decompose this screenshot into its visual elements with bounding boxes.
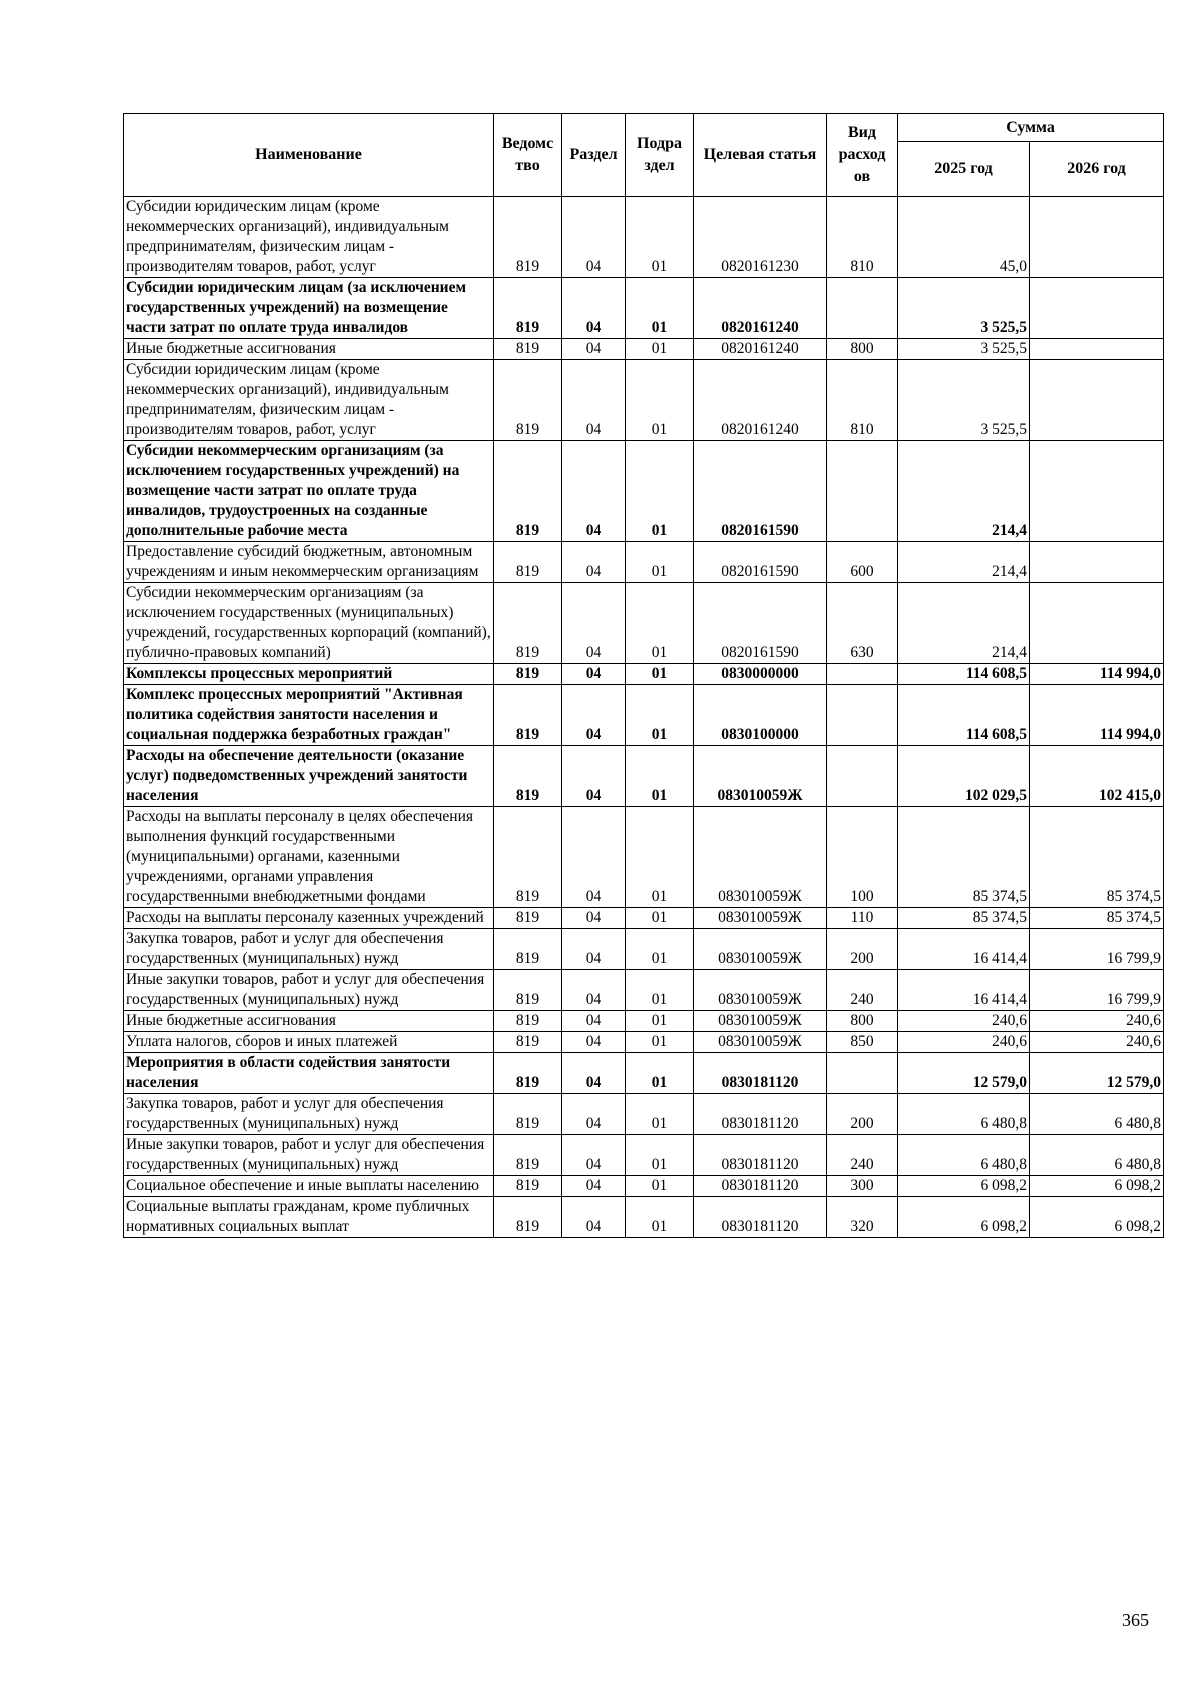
table-row <box>124 1032 1164 1053</box>
cell-name: Комплексы процессных мероприятий <box>124 664 494 685</box>
cell-name: Закупка товаров, работ и услуг для обеспечения государственных (муниципальных) нужд <box>124 929 494 970</box>
cell-razdel: 04 <box>562 664 626 685</box>
cell-sum-2025: 240,6 <box>898 1032 1030 1053</box>
cell-name: Иные бюджетные ассигнования <box>124 1011 494 1032</box>
cell-podrazdel: 01 <box>626 339 694 360</box>
cell-razdel: 04 <box>562 1135 626 1176</box>
cell-vid-raskhodov: 200 <box>827 929 898 970</box>
cell-sum-2026 <box>1030 278 1164 339</box>
cell-tselevaya-statya: 0820161590 <box>694 441 827 542</box>
cell-vid-raskhodov: 240 <box>827 1135 898 1176</box>
cell-vedomstvo: 819 <box>494 970 562 1011</box>
table-row <box>124 339 1164 360</box>
cell-razdel: 04 <box>562 1032 626 1053</box>
cell-sum-2026: 114 994,0 <box>1030 685 1164 746</box>
cell-vedomstvo: 819 <box>494 929 562 970</box>
header-tselevaya-statya: Целевая статья <box>694 114 827 197</box>
cell-tselevaya-statya: 0820161240 <box>694 339 827 360</box>
cell-name: Расходы на выплаты персоналу в целях обеспечения выполнения функций государственными (муниципальными) органами, казенными учреждениями, органами управления государственными внебюджетными фондами <box>124 807 494 908</box>
table-row <box>124 542 1164 583</box>
cell-podrazdel: 01 <box>626 1176 694 1197</box>
cell-podrazdel: 01 <box>626 1094 694 1135</box>
cell-tselevaya-statya: 083010059Ж <box>694 908 827 929</box>
cell-podrazdel: 01 <box>626 685 694 746</box>
table-body <box>124 197 1164 1238</box>
cell-vid-raskhodov <box>827 441 898 542</box>
cell-vid-raskhodov: 810 <box>827 197 898 278</box>
cell-tselevaya-statya: 0830000000 <box>694 664 827 685</box>
cell-podrazdel: 01 <box>626 746 694 807</box>
cell-razdel: 04 <box>562 339 626 360</box>
cell-sum-2026 <box>1030 583 1164 664</box>
cell-name: Расходы на обеспечение деятельности (оказание услуг) подведомственных учреждений занятости населения <box>124 746 494 807</box>
cell-vedomstvo: 819 <box>494 278 562 339</box>
table-row <box>124 441 1164 542</box>
cell-name: Субсидии юридическим лицам (кроме некоммерческих организаций), индивидуальным предпринимателям, физическим лицам - производителям товаров, работ, услуг <box>124 197 494 278</box>
cell-razdel: 04 <box>562 908 626 929</box>
table-row <box>124 929 1164 970</box>
cell-vedomstvo: 819 <box>494 1094 562 1135</box>
cell-podrazdel: 01 <box>626 970 694 1011</box>
cell-sum-2026: 102 415,0 <box>1030 746 1164 807</box>
cell-razdel: 04 <box>562 970 626 1011</box>
cell-tselevaya-statya: 083010059Ж <box>694 1032 827 1053</box>
cell-name: Расходы на выплаты персоналу казенных учреждений <box>124 908 494 929</box>
table-row <box>124 1053 1164 1094</box>
cell-name: Предоставление субсидий бюджетным, автономным учреждениям и иным некоммерческим организациям <box>124 542 494 583</box>
header-name: Наименование <box>124 114 494 197</box>
cell-vid-raskhodov: 240 <box>827 970 898 1011</box>
cell-podrazdel: 01 <box>626 278 694 339</box>
cell-vedomstvo: 819 <box>494 1197 562 1238</box>
cell-sum-2025: 114 608,5 <box>898 664 1030 685</box>
cell-tselevaya-statya: 0830181120 <box>694 1053 827 1094</box>
cell-sum-2026: 16 799,9 <box>1030 970 1164 1011</box>
cell-vid-raskhodov: 600 <box>827 542 898 583</box>
cell-sum-2026 <box>1030 441 1164 542</box>
cell-sum-2026 <box>1030 542 1164 583</box>
cell-podrazdel: 01 <box>626 908 694 929</box>
table-row <box>124 1094 1164 1135</box>
cell-razdel: 04 <box>562 746 626 807</box>
cell-vedomstvo: 819 <box>494 360 562 441</box>
cell-sum-2025: 3 525,5 <box>898 339 1030 360</box>
cell-sum-2025: 240,6 <box>898 1011 1030 1032</box>
cell-podrazdel: 01 <box>626 1135 694 1176</box>
cell-vid-raskhodov: 800 <box>827 339 898 360</box>
cell-name: Иные закупки товаров, работ и услуг для обеспечения государственных (муниципальных) нужд <box>124 970 494 1011</box>
header-year-2025: 2025 год <box>898 142 1030 197</box>
cell-tselevaya-statya: 0820161590 <box>694 542 827 583</box>
cell-podrazdel: 01 <box>626 583 694 664</box>
cell-sum-2026: 114 994,0 <box>1030 664 1164 685</box>
cell-tselevaya-statya: 083010059Ж <box>694 970 827 1011</box>
cell-tselevaya-statya: 0830181120 <box>694 1135 827 1176</box>
cell-podrazdel: 01 <box>626 807 694 908</box>
table-row <box>124 807 1164 908</box>
cell-sum-2026: 6 480,8 <box>1030 1094 1164 1135</box>
cell-name: Комплекс процессных мероприятий "Активная политика содействия занятости населения и социальная поддержка безработных граждан" <box>124 685 494 746</box>
cell-name: Уплата налогов, сборов и иных платежей <box>124 1032 494 1053</box>
cell-sum-2025: 85 374,5 <box>898 807 1030 908</box>
cell-vedomstvo: 819 <box>494 1032 562 1053</box>
cell-sum-2026: 85 374,5 <box>1030 807 1164 908</box>
cell-sum-2026 <box>1030 197 1164 278</box>
cell-vedomstvo: 819 <box>494 339 562 360</box>
cell-vedomstvo: 819 <box>494 1053 562 1094</box>
cell-name: Мероприятия в области содействия занятости населения <box>124 1053 494 1094</box>
cell-sum-2026: 6 480,8 <box>1030 1135 1164 1176</box>
cell-vid-raskhodov: 850 <box>827 1032 898 1053</box>
cell-vid-raskhodov: 320 <box>827 1197 898 1238</box>
cell-vedomstvo: 819 <box>494 441 562 542</box>
cell-sum-2025: 214,4 <box>898 583 1030 664</box>
cell-sum-2026: 240,6 <box>1030 1032 1164 1053</box>
table-row <box>124 583 1164 664</box>
cell-sum-2025: 3 525,5 <box>898 278 1030 339</box>
table-row <box>124 1176 1164 1197</box>
cell-name: Социальные выплаты гражданам, кроме публичных нормативных социальных выплат <box>124 1197 494 1238</box>
cell-vid-raskhodov: 300 <box>827 1176 898 1197</box>
cell-vedomstvo: 819 <box>494 664 562 685</box>
cell-vid-raskhodov: 810 <box>827 360 898 441</box>
cell-vid-raskhodov: 200 <box>827 1094 898 1135</box>
table-row <box>124 1197 1164 1238</box>
table-row <box>124 908 1164 929</box>
cell-tselevaya-statya: 083010059Ж <box>694 1011 827 1032</box>
cell-razdel: 04 <box>562 929 626 970</box>
cell-razdel: 04 <box>562 807 626 908</box>
cell-vedomstvo: 819 <box>494 685 562 746</box>
cell-sum-2025: 12 579,0 <box>898 1053 1030 1094</box>
cell-tselevaya-statya: 0830181120 <box>694 1094 827 1135</box>
cell-podrazdel: 01 <box>626 1053 694 1094</box>
cell-vedomstvo: 819 <box>494 807 562 908</box>
cell-name: Закупка товаров, работ и услуг для обеспечения государственных (муниципальных) нужд <box>124 1094 494 1135</box>
cell-vid-raskhodov <box>827 664 898 685</box>
cell-tselevaya-statya: 083010059Ж <box>694 929 827 970</box>
cell-razdel: 04 <box>562 685 626 746</box>
table-row <box>124 664 1164 685</box>
table-row <box>124 1135 1164 1176</box>
cell-sum-2025: 85 374,5 <box>898 908 1030 929</box>
header-podrazdel: Подра здел <box>626 114 694 197</box>
cell-razdel: 04 <box>562 1094 626 1135</box>
cell-sum-2026 <box>1030 360 1164 441</box>
budget-table <box>123 113 1164 1238</box>
cell-razdel: 04 <box>562 197 626 278</box>
header-razdel: Раздел <box>562 114 626 197</box>
cell-vid-raskhodov: 800 <box>827 1011 898 1032</box>
cell-vid-raskhodov <box>827 278 898 339</box>
cell-sum-2026: 12 579,0 <box>1030 1053 1164 1094</box>
cell-razdel: 04 <box>562 1011 626 1032</box>
cell-podrazdel: 01 <box>626 197 694 278</box>
cell-name: Субсидии юридическим лицам (кроме некоммерческих организаций), индивидуальным предпринимателям, физическим лицам - производителям товаров, работ, услуг <box>124 360 494 441</box>
page-number: 365 <box>1122 1610 1149 1630</box>
cell-sum-2025: 6 098,2 <box>898 1197 1030 1238</box>
table-row <box>124 1011 1164 1032</box>
table-row <box>124 197 1164 278</box>
cell-sum-2025: 16 414,4 <box>898 970 1030 1011</box>
cell-sum-2026: 240,6 <box>1030 1011 1164 1032</box>
cell-podrazdel: 01 <box>626 929 694 970</box>
cell-podrazdel: 01 <box>626 1197 694 1238</box>
cell-vid-raskhodov: 110 <box>827 908 898 929</box>
cell-razdel: 04 <box>562 278 626 339</box>
cell-name: Субсидии некоммерческим организациям (за исключением государственных (муниципальных) учреждений, государственных корпораций (компаний), публично-правовых компаний) <box>124 583 494 664</box>
cell-vedomstvo: 819 <box>494 908 562 929</box>
cell-name: Субсидии юридическим лицам (за исключением государственных учреждений) на возмещение части затрат по оплате труда инвалидов <box>124 278 494 339</box>
cell-razdel: 04 <box>562 1053 626 1094</box>
cell-vedomstvo: 819 <box>494 746 562 807</box>
cell-sum-2026: 6 098,2 <box>1030 1197 1164 1238</box>
cell-vedomstvo: 819 <box>494 197 562 278</box>
table-row <box>124 360 1164 441</box>
cell-tselevaya-statya: 083010059Ж <box>694 807 827 908</box>
cell-tselevaya-statya: 0830181120 <box>694 1197 827 1238</box>
cell-sum-2025: 114 608,5 <box>898 685 1030 746</box>
cell-razdel: 04 <box>562 441 626 542</box>
table-row <box>124 278 1164 339</box>
cell-sum-2025: 16 414,4 <box>898 929 1030 970</box>
cell-vid-raskhodov <box>827 685 898 746</box>
cell-podrazdel: 01 <box>626 360 694 441</box>
cell-razdel: 04 <box>562 360 626 441</box>
cell-sum-2025: 214,4 <box>898 542 1030 583</box>
cell-sum-2025: 6 480,8 <box>898 1094 1030 1135</box>
cell-sum-2026 <box>1030 339 1164 360</box>
cell-vedomstvo: 819 <box>494 542 562 583</box>
cell-sum-2026: 6 098,2 <box>1030 1176 1164 1197</box>
cell-vid-raskhodov: 630 <box>827 583 898 664</box>
cell-sum-2025: 6 098,2 <box>898 1176 1030 1197</box>
cell-sum-2025: 214,4 <box>898 441 1030 542</box>
table-row <box>124 970 1164 1011</box>
header-vid-raskhodov: Вид расход ов <box>827 114 898 197</box>
cell-name: Социальное обеспечение и иные выплаты населению <box>124 1176 494 1197</box>
header-year-2026: 2026 год <box>1030 142 1164 197</box>
cell-razdel: 04 <box>562 1197 626 1238</box>
cell-sum-2026: 85 374,5 <box>1030 908 1164 929</box>
table-row <box>124 685 1164 746</box>
cell-vid-raskhodov <box>827 1053 898 1094</box>
cell-sum-2025: 6 480,8 <box>898 1135 1030 1176</box>
cell-name: Иные бюджетные ассигнования <box>124 339 494 360</box>
cell-podrazdel: 01 <box>626 1032 694 1053</box>
cell-vedomstvo: 819 <box>494 583 562 664</box>
cell-podrazdel: 01 <box>626 1011 694 1032</box>
cell-vedomstvo: 819 <box>494 1176 562 1197</box>
cell-podrazdel: 01 <box>626 664 694 685</box>
cell-tselevaya-statya: 0820161240 <box>694 360 827 441</box>
cell-tselevaya-statya: 0830181120 <box>694 1176 827 1197</box>
table-row <box>124 746 1164 807</box>
cell-razdel: 04 <box>562 542 626 583</box>
cell-sum-2025: 3 525,5 <box>898 360 1030 441</box>
cell-sum-2026: 16 799,9 <box>1030 929 1164 970</box>
cell-razdel: 04 <box>562 583 626 664</box>
cell-podrazdel: 01 <box>626 441 694 542</box>
cell-vid-raskhodov: 100 <box>827 807 898 908</box>
header-summa: Сумма <box>898 114 1164 142</box>
cell-tselevaya-statya: 0820161230 <box>694 197 827 278</box>
cell-podrazdel: 01 <box>626 542 694 583</box>
cell-sum-2025: 45,0 <box>898 197 1030 278</box>
cell-tselevaya-statya: 0820161240 <box>694 278 827 339</box>
cell-tselevaya-statya: 0820161590 <box>694 583 827 664</box>
cell-tselevaya-statya: 083010059Ж <box>694 746 827 807</box>
cell-vedomstvo: 819 <box>494 1011 562 1032</box>
cell-name: Иные закупки товаров, работ и услуг для обеспечения государственных (муниципальных) нужд <box>124 1135 494 1176</box>
header-vedomstvo: Ведомс тво <box>494 114 562 197</box>
cell-tselevaya-statya: 0830100000 <box>694 685 827 746</box>
cell-name: Субсидии некоммерческим организациям (за исключением государственных учреждений) на возмещение части затрат по оплате труда инвалидов, трудоустроенных на созданные дополнительные рабочие места <box>124 441 494 542</box>
cell-sum-2025: 102 029,5 <box>898 746 1030 807</box>
cell-vedomstvo: 819 <box>494 1135 562 1176</box>
cell-vid-raskhodov <box>827 746 898 807</box>
cell-razdel: 04 <box>562 1176 626 1197</box>
